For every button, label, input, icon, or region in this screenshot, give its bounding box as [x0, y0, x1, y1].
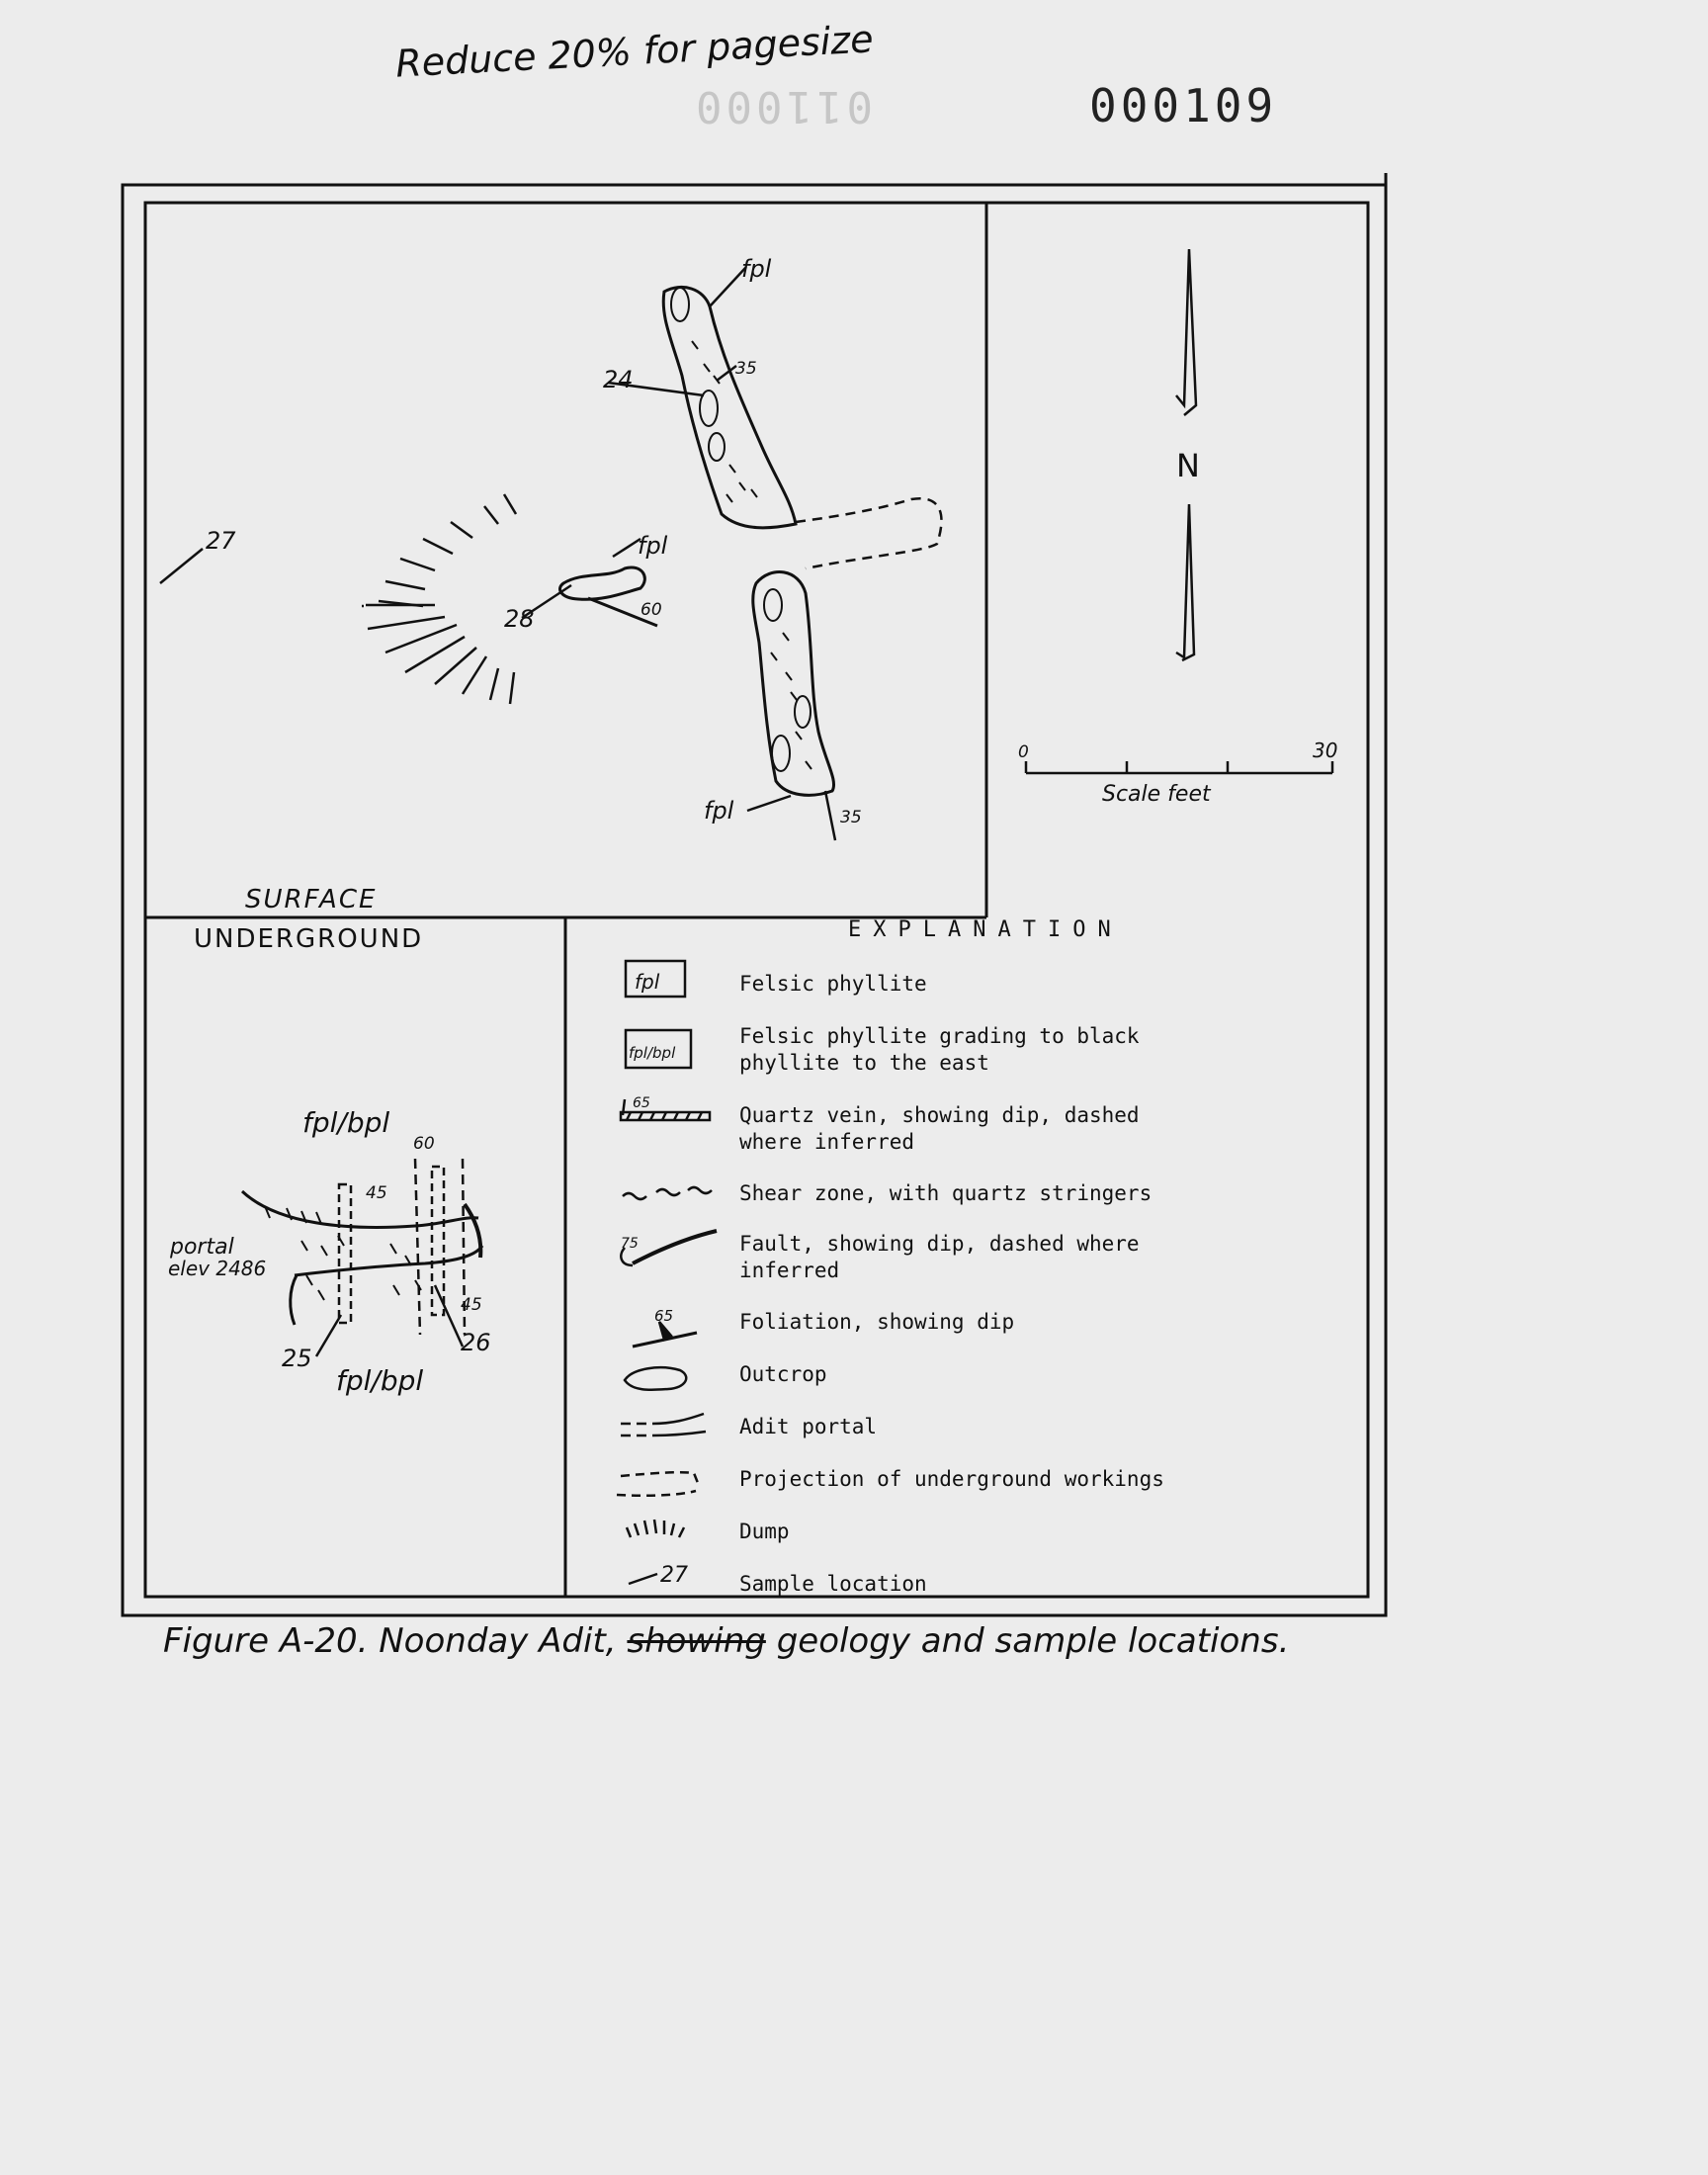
scale-start: 0	[1018, 742, 1029, 762]
outcrop-lower	[753, 572, 834, 796]
legend-text-foliation: Foliation, showing dip	[739, 1310, 1015, 1334]
caption-struck-word: showing	[627, 1621, 766, 1661]
label-fpl-bottom: fpl	[704, 797, 734, 825]
dump-symbol	[362, 494, 516, 704]
caption-prefix: Figure A-20. Noonday Adit,	[163, 1621, 617, 1661]
legend-label-65-foliation: 65	[654, 1307, 674, 1325]
label-fpl-top: fpl	[741, 255, 772, 283]
scale-label: Scale feet	[1102, 782, 1211, 807]
north-label: N	[1176, 447, 1202, 484]
legend-symbol-shear-zone	[623, 1187, 712, 1199]
legend-symbol-sample	[629, 1574, 657, 1584]
legend-text-adit-portal: Adit portal	[739, 1415, 878, 1438]
label-fpl-mid: fpl	[638, 532, 668, 560]
label-sample-25: 25	[282, 1345, 312, 1372]
legend-text-felsic-black-phyllite: Felsic phyllite grading to black phyllite to the east	[739, 1024, 1140, 1075]
scale-bar	[1026, 761, 1332, 773]
projection-underground-workings	[796, 498, 941, 568]
label-dip-35-bottom: 35	[840, 808, 862, 827]
label-fplbpl-top: fpl/bpl	[302, 1106, 390, 1139]
label-sample-27: 27	[206, 527, 236, 555]
legend-symbol-foliation	[633, 1322, 697, 1347]
legend-text-quartz-vein: Quartz vein, showing dip, dashed where inferred	[739, 1103, 1140, 1154]
legend-text-projection: Projection of underground workings	[739, 1467, 1164, 1491]
surface-label: SURFACE	[245, 885, 378, 914]
handwritten-note: Reduce 20% for pagesize	[394, 17, 875, 86]
legend-text-fault: Fault, showing dip, dashed where inferred	[739, 1232, 1140, 1282]
underground-workings	[242, 1159, 482, 1356]
label-dip-60-underground: 60	[413, 1134, 435, 1154]
label-sample-28: 28	[504, 605, 535, 633]
scale-end: 30	[1313, 739, 1338, 762]
figure-caption	[163, 1621, 1289, 1661]
legend-text-outcrop: Outcrop	[739, 1362, 827, 1386]
label-dip-45a: 45	[366, 1183, 387, 1203]
legend-symbol-outcrop	[625, 1367, 686, 1390]
legend-label-fplbpl: fpl/bpl	[629, 1044, 676, 1062]
label-dip-60: 60	[640, 600, 662, 620]
underground-label: UNDERGROUND	[194, 924, 424, 954]
label-sample-24: 24	[603, 366, 634, 393]
legend-text-dump: Dump	[739, 1520, 790, 1543]
legend-text-sample-location: Sample location	[739, 1572, 927, 1596]
explanation-title: EXPLANATION	[848, 917, 1123, 942]
legend-label-27: 27	[660, 1563, 688, 1588]
legend-symbol-projection	[617, 1472, 698, 1496]
label-portal: portal	[170, 1235, 234, 1260]
legend-symbol-adit-portal	[621, 1414, 706, 1436]
legend-label-fpl: fpl	[635, 970, 660, 994]
faded-stamp-number: 011000	[692, 81, 873, 131]
label-dip-35-top: 35	[735, 359, 757, 379]
legend-label-75: 75	[621, 1236, 639, 1252]
label-elev: elev 2486	[168, 1257, 267, 1280]
legend-text-shear-zone: Shear zone, with quartz stringers	[739, 1181, 1153, 1205]
outcrop-upper	[663, 287, 796, 527]
label-dip-45b: 45	[461, 1295, 482, 1315]
stamp-number: 000109	[1089, 79, 1278, 132]
caption-suffix: geology and sample locations.	[776, 1621, 1290, 1661]
legend-label-65-vein: 65	[633, 1095, 650, 1111]
label-fplbpl-bottom: fpl/bpl	[336, 1364, 424, 1397]
legend-symbol-dump	[627, 1520, 684, 1537]
legend-text-felsic-phyllite: Felsic phyllite	[739, 972, 927, 996]
label-sample-26: 26	[461, 1329, 491, 1356]
